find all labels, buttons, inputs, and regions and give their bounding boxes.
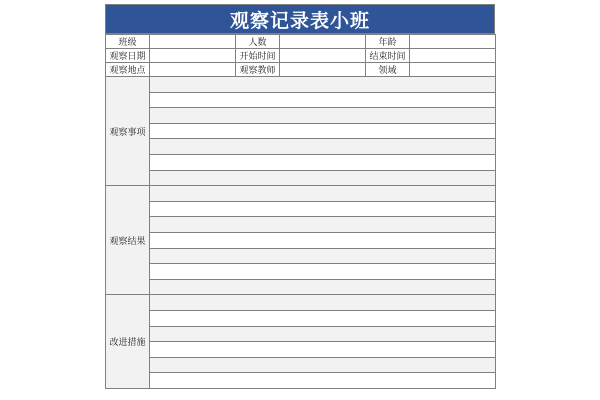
domain-label: 领域 (366, 63, 410, 77)
observation-items-line[interactable] (150, 108, 496, 124)
class-label: 班级 (106, 35, 150, 49)
observation-results-line[interactable] (150, 264, 496, 280)
section-line-row (106, 342, 496, 358)
observation-items-line[interactable] (150, 123, 496, 139)
section-line-row (106, 217, 496, 233)
improvement-measures-line[interactable] (150, 342, 496, 358)
observation-results-line[interactable] (150, 201, 496, 217)
section-line-row (106, 186, 496, 202)
observation-items-label: 观察事项 (106, 77, 150, 186)
section-line-row (106, 264, 496, 280)
observation-items-line[interactable] (150, 139, 496, 155)
observation-record-sheet (105, 4, 495, 389)
end-time-field[interactable] (410, 49, 496, 63)
section-line-row (106, 77, 496, 93)
section-line-row (106, 310, 496, 326)
observation-items-line[interactable] (150, 170, 496, 186)
observation-location-field[interactable] (150, 63, 236, 77)
section-line-row (106, 139, 496, 155)
info-row (106, 35, 496, 49)
improvement-measures-line[interactable] (150, 357, 496, 373)
section-line-row (106, 279, 496, 295)
improvement-measures-line[interactable] (150, 326, 496, 342)
age-field[interactable] (410, 35, 496, 49)
section-line-row (106, 373, 496, 389)
domain-field[interactable] (410, 63, 496, 77)
section-line-row (106, 232, 496, 248)
observation-items-line[interactable] (150, 92, 496, 108)
section-line-row (106, 92, 496, 108)
headcount-label: 人数 (236, 35, 280, 49)
observation-results-label: 观察结果 (106, 186, 150, 295)
observation-items-line[interactable] (150, 154, 496, 170)
observation-location-label: 观察地点 (106, 63, 150, 77)
section-line-row (106, 357, 496, 373)
observation-table (105, 34, 496, 389)
section-line-row (106, 108, 496, 124)
section-line-row (106, 123, 496, 139)
improvement-measures-line[interactable] (150, 373, 496, 389)
section-line-row (106, 170, 496, 186)
observation-results-line[interactable] (150, 186, 496, 202)
observer-teacher-field[interactable] (280, 63, 366, 77)
sheet-title: 观察记录表小班 (105, 4, 495, 34)
start-time-label: 开始时间 (236, 49, 280, 63)
section-line-row (106, 295, 496, 311)
observation-results-line[interactable] (150, 232, 496, 248)
observation-results-line[interactable] (150, 217, 496, 233)
observation-items-line[interactable] (150, 77, 496, 93)
observation-date-field[interactable] (150, 49, 236, 63)
observer-teacher-label: 观察教师 (236, 63, 280, 77)
section-line-row (106, 248, 496, 264)
observation-date-label: 观察日期 (106, 49, 150, 63)
section-line-row (106, 154, 496, 170)
start-time-field[interactable] (280, 49, 366, 63)
section-line-row (106, 326, 496, 342)
improvement-measures-label: 改进措施 (106, 295, 150, 389)
observation-results-line[interactable] (150, 279, 496, 295)
end-time-label: 结束时间 (366, 49, 410, 63)
class-field[interactable] (150, 35, 236, 49)
age-label: 年龄 (366, 35, 410, 49)
improvement-measures-line[interactable] (150, 295, 496, 311)
section-line-row (106, 201, 496, 217)
headcount-field[interactable] (280, 35, 366, 49)
info-row (106, 63, 496, 77)
info-row (106, 49, 496, 63)
improvement-measures-line[interactable] (150, 310, 496, 326)
observation-results-line[interactable] (150, 248, 496, 264)
